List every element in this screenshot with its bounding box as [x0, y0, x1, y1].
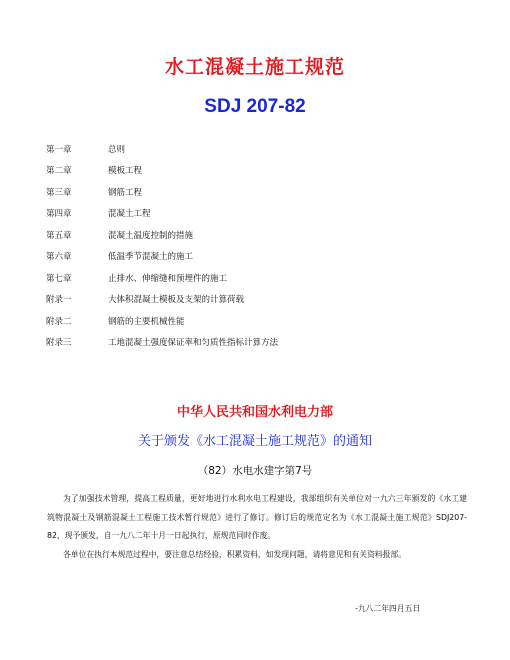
toc-chapter-title: 混凝土温度控制的措施 — [108, 230, 194, 241]
toc-item — [46, 160, 486, 182]
table-of-contents — [46, 138, 486, 353]
toc-appendix-number: 附录一 — [46, 295, 72, 306]
toc-chapter-title: 低温季节混凝土的施工 — [108, 252, 194, 263]
document-title: 水工混凝土施工规范 — [164, 56, 345, 78]
toc-appendix-title: 钢筋的主要机械性能 — [108, 316, 185, 327]
issue-date: -九八二年四月五日 — [355, 604, 421, 613]
document-number: （82）水电水建字第7号 — [197, 465, 313, 477]
toc-item — [46, 203, 486, 225]
toc-chapter-number: 第一章 — [46, 144, 72, 155]
issuing-authority: 中华人民共和国水利电力部 — [176, 405, 333, 420]
toc-item — [46, 310, 486, 332]
body-paragraph: 为了加强技术管理，提高工程质量，更好地进行水利水电工程建设，我部组织有关单位对一九六三年颁发的《水工建筑物混凝土及钢筋混凝土工程施工技术暂行规范》进行了修订。修订后的规范定名为《水工混凝土施工规范》SDJ207-82，现予颁发，自一九八二年十月一日起执行，原规范同时作废。 — [47, 494, 467, 540]
toc-item — [46, 332, 486, 354]
body-paragraph: 各单位在执行本规范过程中，要注意总结经验，积累资料，如发现问题，请将意见和有关资料报部。 — [63, 549, 407, 559]
toc-chapter-number: 第四章 — [46, 209, 72, 220]
toc-appendix-title: 大体积混凝土模板及支架的计算荷载 — [108, 295, 245, 306]
toc-chapter-title: 混凝土工程 — [108, 209, 151, 220]
toc-appendix-number: 附录二 — [46, 316, 72, 327]
toc-chapter-number: 第六章 — [46, 252, 72, 263]
toc-chapter-title: 钢筋工程 — [108, 187, 143, 198]
toc-item — [46, 267, 486, 289]
toc-item — [46, 289, 486, 311]
notice-body — [47, 490, 467, 564]
toc-chapter-title: 模板工程 — [108, 166, 143, 177]
toc-chapter-title: 总则 — [108, 144, 126, 155]
toc-item — [46, 138, 486, 160]
toc-appendix-title: 工地混凝土强度保证率和匀质性指标计算方法 — [108, 338, 279, 349]
standard-code: SDJ 207-82 — [204, 96, 306, 117]
toc-chapter-number: 第七章 — [46, 273, 72, 284]
toc-chapter-title: 止排水、伸缩缝和预埋件的施工 — [108, 273, 228, 284]
toc-chapter-number: 第二章 — [46, 166, 72, 177]
toc-appendix-number: 附录三 — [46, 338, 72, 349]
notice-title: 关于颁发《水工混凝土施工规范》的通知 — [137, 434, 372, 449]
toc-chapter-number: 第三章 — [46, 187, 72, 198]
toc-item — [46, 224, 486, 246]
toc-chapter-number: 第五章 — [46, 230, 72, 241]
toc-item — [46, 246, 486, 268]
toc-item — [46, 181, 486, 203]
